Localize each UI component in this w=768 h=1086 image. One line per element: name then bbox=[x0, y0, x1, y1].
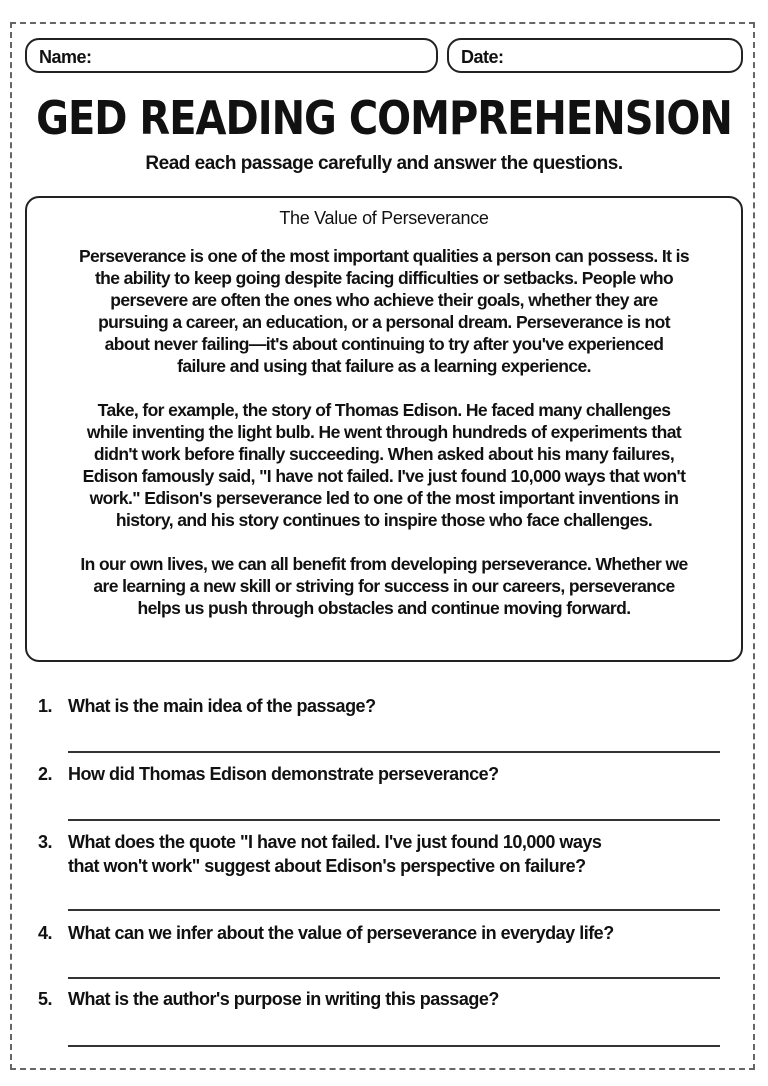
passage-line: about never failing—it's about continuing to try after you've experienced bbox=[104, 334, 664, 354]
passage-line: are learning a new skill or striving for success in our careers, perseverance bbox=[93, 576, 675, 596]
passage-line: history, and his story continues to inspire those who face challenges. bbox=[115, 510, 653, 530]
date-label: Date: bbox=[461, 47, 504, 67]
passage-line: Perseverance is one of the most important qualities a person can possess. It is bbox=[78, 246, 690, 266]
answer-line-5[interactable] bbox=[68, 1045, 720, 1047]
name-field[interactable] bbox=[25, 38, 438, 73]
question-text bbox=[68, 694, 376, 718]
question-number: 3. bbox=[38, 832, 53, 852]
passage-line: In our own lives, we can all benefit from developing perseverance. Whether we bbox=[80, 554, 688, 574]
question-line: What is the author's purpose in writing this passage? bbox=[68, 989, 499, 1009]
passage-paragraph bbox=[27, 553, 741, 619]
passage-line: the ability to keep going despite facing difficulties or setbacks. People who bbox=[94, 268, 674, 288]
question-2 bbox=[38, 762, 499, 786]
question-3 bbox=[38, 830, 601, 878]
passage-line: helps us push through obstacles and continue moving forward. bbox=[137, 598, 631, 618]
passage-line: didn't work before finally succeeding. When asked about his many failures, bbox=[93, 444, 675, 464]
question-number: 2. bbox=[38, 764, 53, 784]
question-line: How did Thomas Edison demonstrate perseverance? bbox=[68, 764, 499, 784]
passage-title: The Value of Perseverance bbox=[279, 208, 489, 228]
question-text bbox=[68, 830, 601, 878]
passage-box bbox=[25, 196, 743, 662]
passage-line: failure and using that failure as a learning experience. bbox=[177, 356, 591, 376]
date-field[interactable] bbox=[447, 38, 743, 73]
passage-paragraph bbox=[27, 399, 741, 531]
name-label: Name: bbox=[39, 47, 92, 67]
question-text bbox=[68, 762, 499, 786]
passage-line: work." Edison's perseverance led to one of the most important inventions in bbox=[89, 488, 679, 508]
passage-line: Edison famously said, "I have not failed. I've just found 10,000 ways that won't bbox=[82, 466, 686, 486]
question-4 bbox=[38, 921, 614, 945]
passage-line: pursuing a career, an education, or a personal dream. Perseverance is not bbox=[98, 312, 670, 332]
answer-line-3[interactable] bbox=[68, 909, 720, 911]
question-text bbox=[68, 987, 499, 1011]
question-line: What does the quote "I have not failed. I've just found 10,000 ways bbox=[68, 832, 602, 852]
question-line: What is the main idea of the passage? bbox=[68, 696, 376, 716]
question-text bbox=[68, 921, 614, 945]
passage-paragraph bbox=[27, 245, 741, 377]
question-line: that won't work" suggest about Edison's perspective on failure? bbox=[68, 856, 586, 876]
instructions: Read each passage carefully and answer the questions. bbox=[145, 153, 623, 174]
question-number: 4. bbox=[38, 923, 53, 943]
answer-line-2[interactable] bbox=[68, 819, 720, 821]
question-number: 5. bbox=[38, 989, 53, 1009]
answer-line-4[interactable] bbox=[68, 977, 720, 979]
worksheet-title: GED READING COMPREHENSION bbox=[36, 92, 732, 146]
passage-line: Take, for example, the story of Thomas Edison. He faced many challenges bbox=[97, 400, 671, 420]
question-5 bbox=[38, 987, 499, 1011]
answer-line-1[interactable] bbox=[68, 751, 720, 753]
passage-line: while inventing the light bulb. He went through hundreds of experiments that bbox=[86, 422, 682, 442]
passage-line: persevere are often the ones who achieve their goals, whether they are bbox=[110, 290, 658, 310]
question-1 bbox=[38, 694, 376, 718]
question-line: What can we infer about the value of perseverance in everyday life? bbox=[68, 923, 614, 943]
question-number: 1. bbox=[38, 696, 53, 716]
